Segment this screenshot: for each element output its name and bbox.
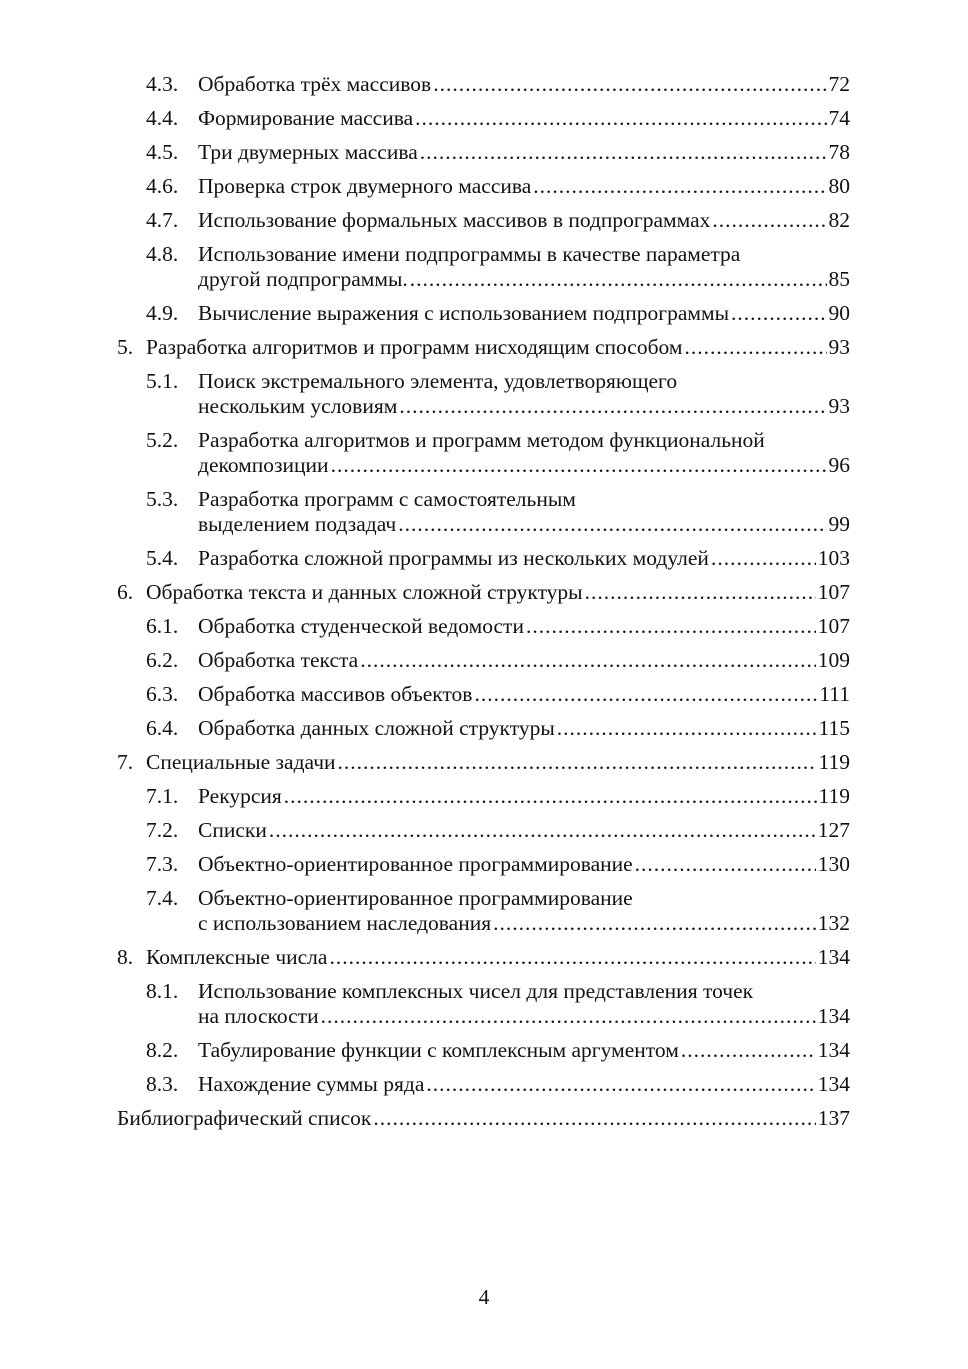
toc-entry-leader-line [198,106,850,131]
toc-entry-number: 7.1. [146,784,179,808]
toc-entry[interactable] [117,428,850,478]
toc-entry-body [198,242,850,292]
toc-entry-leader-line [198,682,850,707]
toc-entry-title: Обработка текста [198,648,359,672]
dot-leader [684,335,826,360]
toc-entry-body [198,208,850,233]
dot-leader [681,1038,816,1063]
toc-entry[interactable] [117,174,850,199]
toc-entry-title: выделением подзадач [198,512,397,536]
toc-entry-leader-line [198,911,850,936]
toc-entry-page: 109 [817,648,850,672]
dot-leader [474,682,817,707]
toc-entry-leader-line [146,335,850,360]
toc-entry-page: 115 [818,716,850,740]
toc-entry-number: 5.2. [146,428,179,452]
toc-entry-leader-line [198,208,850,233]
dot-leader [731,301,826,326]
toc-entry-title-line: Поиск экстремального элемента, удовлетворяющего [198,369,678,393]
dot-leader [321,1004,816,1029]
toc-entry[interactable] [117,614,850,639]
dot-leader [360,648,816,673]
toc-entry-leader-line [198,394,850,419]
toc-entry-title: декомпозиции [198,453,329,477]
dot-leader [712,208,826,233]
toc-entry-page: 134 [817,1072,850,1096]
toc-entry-number: 7. [117,750,134,774]
toc-entry-body [198,716,850,741]
toc-entry-title: Списки [198,818,267,842]
toc-entry-title-line: Объектно-ориентированное программирование [198,886,633,910]
toc-entry-leader-line [198,818,850,843]
toc-entry-title: Использование формальных массивов в подпрограммах [198,208,711,232]
toc-entry[interactable] [117,580,850,605]
toc-entry[interactable] [117,1038,850,1063]
toc-entry-body [198,648,850,673]
toc-entry-body [198,979,850,1029]
dot-leader [338,750,817,775]
toc-entry[interactable] [117,1106,850,1131]
toc-entry-body [198,886,850,936]
toc-entry-body [198,1038,850,1063]
toc-entry-body [198,106,850,131]
toc-entry-body [198,369,850,419]
toc-entry-number: 5. [117,335,134,359]
toc-entry[interactable] [117,750,850,775]
toc-entry[interactable] [117,106,850,131]
toc-entry-leader-line [198,174,850,199]
dot-leader [410,267,827,292]
toc-entry-leader-line [198,852,850,877]
toc-entry[interactable] [117,208,850,233]
dot-leader [533,174,826,199]
toc-entry-title: Вычисление выражения с использованием подпрограммы [198,301,730,325]
toc-entry-title: с использованием наследования [198,911,492,935]
toc-entry-leader-line [146,945,850,970]
toc-entry-page: 93 [828,335,850,359]
toc-entry-title: Три двумерных массива [198,140,418,164]
dot-leader [635,852,816,877]
toc-entry-body [198,140,850,165]
toc-entry-leader-line [198,1004,850,1029]
dot-leader [711,546,816,571]
dot-leader [373,1106,815,1131]
toc-entry-title: другой подпрограммы. [198,267,408,291]
toc-entry-leader-line [198,546,850,571]
toc-entry-number: 7.4. [146,886,179,910]
toc-entry-body [198,1072,850,1097]
toc-entry-page: 80 [828,174,850,198]
toc-entry-leader-line [198,648,850,673]
toc-entry-number: 4.4. [146,106,179,130]
toc-entry-number: 8.2. [146,1038,179,1062]
toc-entry[interactable] [117,945,850,970]
toc-entry-page: 93 [828,394,850,418]
toc-entry[interactable] [117,784,850,809]
toc-entry-page: 96 [828,453,850,477]
toc-entry-page: 107 [817,580,850,604]
toc-entry-page: 134 [817,1004,850,1028]
toc-entry-title: Обработка трёх массивов [198,72,432,96]
toc-entry[interactable] [117,140,850,165]
dot-leader [585,580,816,605]
toc-entry-title: Табулирование функции с комплексным аргументом [198,1038,679,1062]
toc-entry-title-line: Использование имени подпрограммы в качестве параметра [198,242,741,266]
toc-entry[interactable] [117,369,850,419]
toc-entry-number: 6.2. [146,648,179,672]
toc-entry[interactable] [117,1072,850,1097]
toc-entry-leader-line [198,267,850,292]
toc-entry[interactable] [117,301,850,326]
toc-entry[interactable] [117,818,850,843]
toc-entry-number: 8.3. [146,1072,179,1096]
toc-entry-body [146,945,850,970]
toc-entry-body [198,682,850,707]
toc-entry-title: нескольким условиям [198,394,398,418]
toc-entry-body [198,818,850,843]
toc-entry-page: 119 [818,784,850,808]
toc-entry[interactable] [117,886,850,936]
toc-entry-body [146,750,850,775]
dot-leader [420,140,827,165]
toc-entry-leader-line [117,1106,850,1131]
toc-entry-title: на плоскости [198,1004,319,1028]
toc-entry-leader-line [198,614,850,639]
toc-entry[interactable] [117,648,850,673]
toc-entry-number: 4.7. [146,208,179,232]
dot-leader [269,818,816,843]
toc-entry[interactable] [117,242,850,292]
toc-entry-title: Нахождение суммы ряда [198,1072,425,1096]
toc-entry-body [146,335,850,360]
toc-entry-title: Обработка текста и данных сложной структуры [146,580,583,604]
toc-entry-page: 82 [828,208,850,232]
toc-entry-page: 130 [817,852,850,876]
toc-entry-leader-line [198,1072,850,1097]
toc-entry-body [146,580,850,605]
toc-entry-number: 4.6. [146,174,179,198]
toc-entry-page: 74 [828,106,850,130]
toc-entry-number: 8.1. [146,979,179,1003]
toc-entry[interactable] [117,716,850,741]
toc-entry-title-line: Разработка алгоритмов и программ методом функциональной [198,428,765,452]
toc-entry-page: 90 [828,301,850,325]
dot-leader [399,394,826,419]
toc-entry-number: 6.4. [146,716,179,740]
toc-entry-body [198,784,850,809]
dot-leader [284,784,817,809]
toc-entry[interactable] [117,979,850,1029]
toc-entry-page: 103 [817,546,850,570]
toc-entry-page: 134 [817,945,850,969]
toc-entry-page: 127 [817,818,850,842]
toc-entry-body [198,428,850,478]
dot-leader [526,614,816,639]
dot-leader [398,512,826,537]
page-number: 4 [478,1285,490,1309]
toc-entry-leader-line [198,453,850,478]
toc-entry-title: Формирование массива [198,106,414,130]
toc-entry-leader-line [198,301,850,326]
toc-entry-number: 6.3. [146,682,179,706]
toc-entry-number: 7.2. [146,818,179,842]
toc-entry-title: Комплексные числа [146,945,328,969]
toc-entry-number: 4.5. [146,140,179,164]
toc-entry-title: Разработка сложной программы из нескольких модулей [198,546,709,570]
toc-entry-leader-line [198,512,850,537]
toc-entry-title: Обработка массивов объектов [198,682,473,706]
dot-leader [415,106,826,131]
toc-entry-page: 107 [817,614,850,638]
toc-entry-page: 85 [828,267,850,291]
toc-entry-title: Рекурсия [198,784,282,808]
toc-entry[interactable] [117,852,850,877]
toc-entry-body [198,487,850,537]
toc-entry-page: 119 [818,750,850,774]
dot-leader [426,1072,815,1097]
dot-leader [433,72,826,97]
toc-entry-number: 5.4. [146,546,179,570]
toc-entry[interactable] [117,487,850,537]
toc-entry-number: 4.8. [146,242,179,266]
toc-entry-leader-line [198,72,850,97]
toc-entry-leader-line [198,1038,850,1063]
toc-entry-title-line: Использование комплексных чисел для представления точек [198,979,754,1003]
toc-entry-page: 111 [819,682,850,706]
toc-entry-number: 8. [117,945,134,969]
toc-entry-body [198,174,850,199]
toc-entry-title: Специальные задачи [146,750,336,774]
toc-entry-page: 137 [817,1106,850,1130]
toc-entry[interactable] [117,546,850,571]
toc-entry-title-line: Разработка программ с самостоятельным [198,487,576,511]
toc-entry[interactable] [117,335,850,360]
toc-entry-leader-line [146,750,850,775]
table-of-contents [117,72,850,1140]
toc-entry-title: Объектно-ориентированное программирование [198,852,633,876]
toc-entry-body [198,72,850,97]
toc-entry-title: Обработка данных сложной структуры [198,716,555,740]
toc-entry[interactable] [117,682,850,707]
dot-leader [329,945,815,970]
toc-entry-title: Обработка студенческой ведомости [198,614,524,638]
toc-entry[interactable] [117,72,850,97]
toc-entry-page: 72 [828,72,850,96]
dot-leader [331,453,827,478]
toc-entry-leader-line [198,716,850,741]
toc-entry-title: Проверка строк двумерного массива [198,174,532,198]
toc-entry-number: 7.3. [146,852,179,876]
dot-leader [557,716,817,741]
toc-entry-title: Разработка алгоритмов и программ нисходящим способом [146,335,683,359]
toc-entry-page: 132 [817,911,850,935]
toc-entry-number: 6.1. [146,614,179,638]
toc-entry-number: 5.1. [146,369,179,393]
toc-entry-number: 4.3. [146,72,179,96]
toc-entry-number: 4.9. [146,301,179,325]
toc-entry-body [117,1106,850,1131]
toc-entry-leader-line [146,580,850,605]
toc-entry-leader-line [198,140,850,165]
toc-entry-page: 99 [828,512,850,536]
toc-entry-body [198,614,850,639]
toc-entry-number: 5.3. [146,487,179,511]
toc-entry-number: 6. [117,580,134,604]
toc-entry-page: 134 [817,1038,850,1062]
toc-entry-body [198,546,850,571]
toc-entry-body [198,852,850,877]
toc-entry-title: Библиографический список [117,1106,372,1130]
toc-entry-body [198,301,850,326]
toc-entry-page: 78 [828,140,850,164]
toc-entry-leader-line [198,784,850,809]
dot-leader [493,911,816,936]
